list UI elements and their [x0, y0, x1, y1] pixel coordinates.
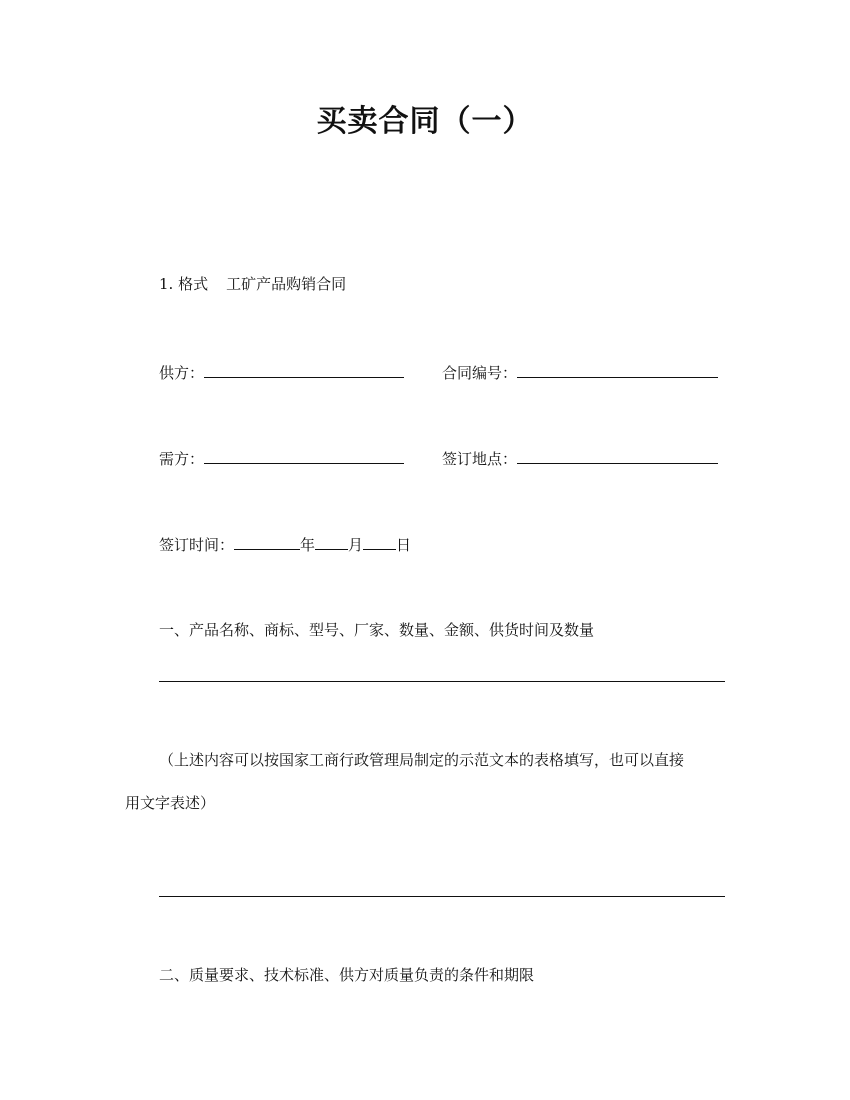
contract-no-field	[442, 362, 718, 383]
section-1-fill-line-2[interactable]	[159, 896, 725, 897]
day-blank[interactable]	[363, 534, 396, 550]
month-label: 月	[348, 536, 364, 554]
sign-place-blank[interactable]	[517, 448, 718, 464]
section-1-note-line-2: 用文字表述）	[125, 794, 216, 812]
sign-place-field	[442, 448, 718, 469]
section-1-heading: 一、产品名称、商标、型号、厂家、数量、金额、供货时间及数量	[159, 621, 595, 639]
section-2-heading: 二、质量要求、技术标准、供方对质量负责的条件和期限	[159, 966, 535, 984]
document-title: 买卖合同（一）	[316, 104, 534, 139]
buyer-blank[interactable]	[204, 448, 404, 464]
contract-no-blank[interactable]	[517, 362, 718, 378]
month-blank[interactable]	[315, 534, 348, 550]
format-name: 工矿产品购销合同	[226, 275, 347, 293]
buyer-label: 需方：	[159, 450, 205, 468]
sign-time-label: 签订时间：	[159, 536, 235, 554]
sign-time-field	[159, 534, 411, 555]
supplier-field	[159, 362, 404, 383]
sign-place-label: 签订地点：	[442, 450, 518, 468]
section-1-fill-line[interactable]	[159, 681, 725, 682]
format-line	[159, 274, 346, 294]
year-label: 年	[300, 536, 316, 554]
day-label: 日	[396, 536, 412, 554]
supplier-blank[interactable]	[204, 362, 404, 378]
format-prefix: 1. 格式	[159, 275, 209, 293]
contract-no-label: 合同编号：	[442, 364, 518, 382]
supplier-label: 供方：	[159, 364, 205, 382]
section-1-note-line-1: （上述内容可以按国家工商行政管理局制定的示范文本的表格填写，也可以直接	[159, 751, 685, 769]
year-blank[interactable]	[234, 534, 300, 550]
buyer-field	[159, 448, 404, 469]
